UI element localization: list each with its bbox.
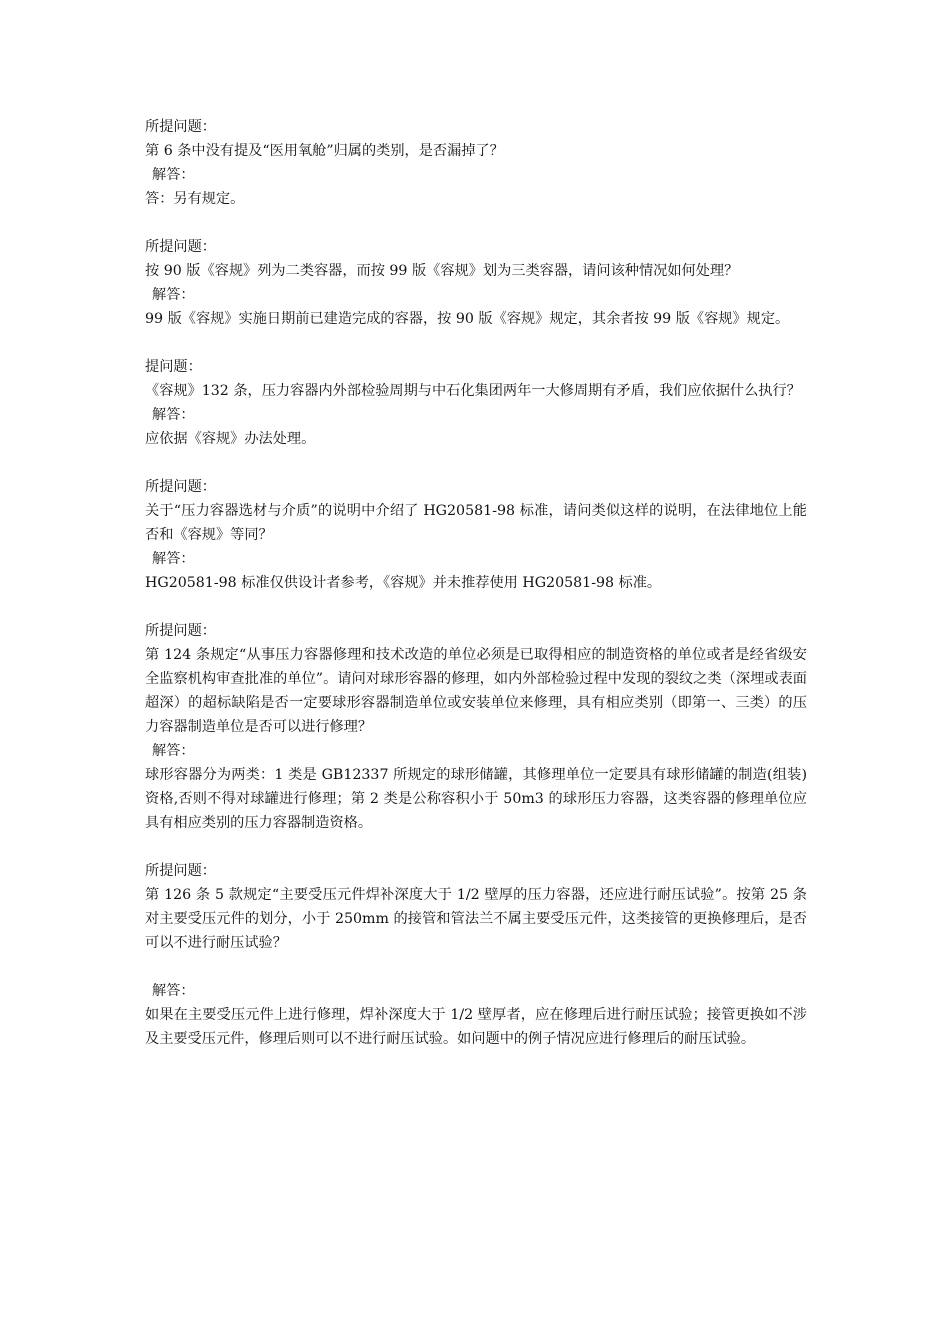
- question-label: 所提问题：: [145, 239, 216, 255]
- question-text: 《容规》132 条，压力容器内外部检验周期与中石化集团两年一大修周期有矛盾，我们应依据什么执行？: [145, 383, 801, 399]
- qa-section-4: [145, 475, 807, 595]
- question-text: 第 6 条中没有提及“医用氧舱”归属的类别，是否漏掉了？: [145, 143, 504, 159]
- blank-line: [145, 955, 807, 979]
- answer-label: 解答：: [152, 407, 195, 423]
- question-label: 所提问题：: [145, 623, 216, 639]
- question-text: 第 124 条规定“从事压力容器修理和技术改造的单位必须是已取得相应的制造资格的单位或者是经省级安全监察机构审查批准的单位”。请问对球形容器的修理，如内外部检验过程中发现的裂纹之类（深埋或表面超深）的超标缺陷是否一定要球形容器制造单位或安装单位来修理，具有相应类别（即第一、三类）的压力容器制造单位是否可以进行修理？: [145, 647, 807, 735]
- answer-text: 如果在主要受压元件上进行修理，焊补深度大于 1/2 壁厚者，应在修理后进行耐压试验；接管更换如不涉及主要受压元件，修理后则可以不进行耐压试验。如问题中的例子情况应进行修理后的耐压试验。: [145, 1007, 807, 1047]
- answer-label: 解答：: [152, 743, 195, 759]
- answer-label: 解答：: [152, 983, 195, 999]
- question-label: 所提问题：: [145, 479, 216, 495]
- question-text: 关于“压力容器选材与介质”的说明中介绍了 HG20581-98 标准，请问类似这样的说明，在法律地位上能否和《容规》等同？: [145, 503, 807, 543]
- answer-label: 解答：: [152, 167, 195, 183]
- qa-section-3: [145, 355, 807, 451]
- answer-text: 球形容器分为两类：1 类是 GB12337 所规定的球形储罐，其修理单位一定要具有球形储罐的制造(组装)资格,否则不得对球罐进行修理；第 2 类是公称容积小于 50m3 的球形压力容器，这类容器的修理单位应具有相应类别的压力容器制造资格。: [145, 767, 807, 831]
- answer-text: 应依据《容规》办法处理。: [145, 431, 316, 447]
- qa-section-5: [145, 619, 807, 835]
- answer-text: 答：另有规定。: [145, 191, 245, 207]
- question-label: 提问题：: [145, 359, 202, 375]
- question-text: 按 90 版《容规》列为二类容器，而按 99 版《容规》划为三类容器，请问该种情况如何处理？: [145, 263, 739, 279]
- answer-label: 解答：: [152, 287, 195, 303]
- qa-section-1: [145, 115, 807, 211]
- question-text: 第 126 条 5 款规定“主要受压元件焊补深度大于 1/2 壁厚的压力容器，还应进行耐压试验”。按第 25 条对主要受压元件的划分，小于 250mm 的接管和管法兰不属主要受压元件，这类接管的更换修理后，是否可以不进行耐压试验？: [145, 887, 807, 951]
- answer-text: 99 版《容规》实施日期前已建造完成的容器，按 90 版《容规》规定，其余者按 99 版《容规》规定。: [145, 311, 790, 327]
- question-label: 所提问题：: [145, 863, 216, 879]
- question-label: 所提问题：: [145, 119, 216, 135]
- answer-text: HG20581-98 标准仅供设计者参考，《容规》并未推荐使用 HG20581-98 标准。: [145, 575, 662, 591]
- answer-label: 解答：: [152, 551, 195, 567]
- document-body: [145, 115, 807, 1075]
- qa-section-6: [145, 859, 807, 1051]
- qa-section-2: [145, 235, 807, 331]
